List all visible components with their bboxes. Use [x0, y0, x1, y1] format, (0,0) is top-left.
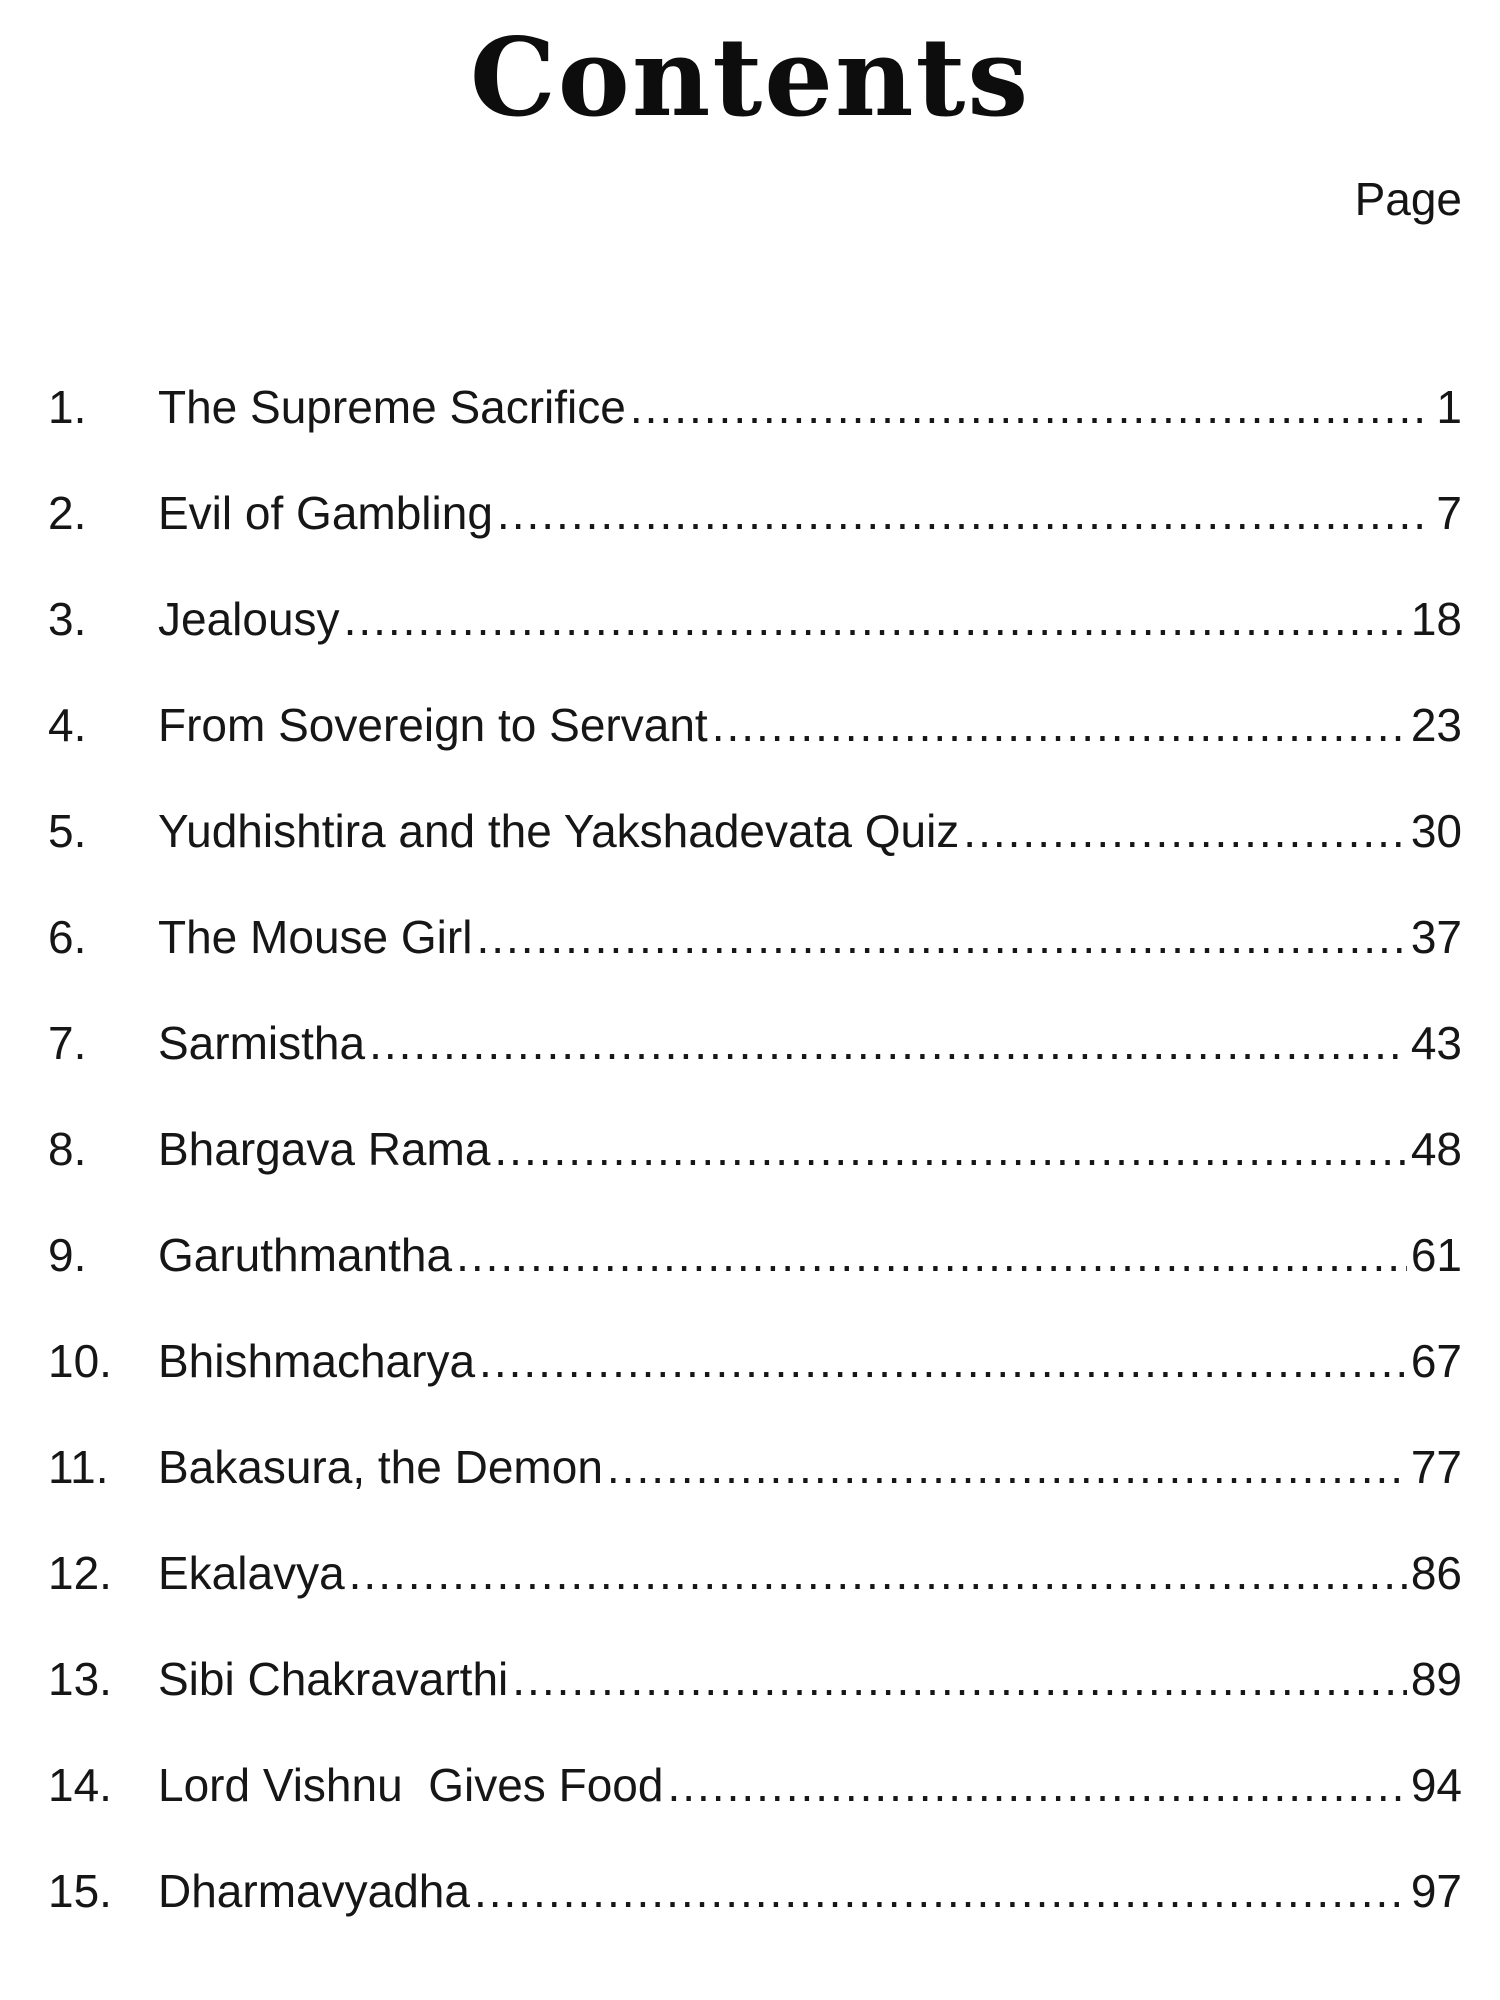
entry-page: 86: [1410, 1547, 1462, 1599]
entry-page: 67: [1410, 1335, 1462, 1387]
entry-number: 7.: [48, 1017, 87, 1069]
dot-leader: [712, 698, 1407, 752]
table-of-contents: [48, 380, 1462, 1970]
entry-number: 12.: [48, 1547, 112, 1599]
entry-number: 14.: [48, 1759, 112, 1811]
entry-number: 8.: [48, 1123, 87, 1175]
entry-number: 15.: [48, 1865, 112, 1917]
dot-leader: [607, 1440, 1407, 1494]
entry-title: From Sovereign to Servant: [158, 699, 708, 751]
toc-entry[interactable]: [48, 804, 1462, 910]
toc-entry[interactable]: [48, 698, 1462, 804]
toc-entry[interactable]: [48, 1122, 1462, 1228]
entry-title: Evil of Gambling: [158, 487, 493, 539]
entry-page: 18: [1410, 593, 1462, 645]
entry-page: 7: [1436, 487, 1462, 539]
toc-entry[interactable]: [48, 380, 1462, 486]
entry-page: 61: [1410, 1229, 1462, 1281]
dot-leader: [630, 380, 1433, 434]
toc-entry[interactable]: [48, 910, 1462, 1016]
entry-page: 37: [1410, 911, 1462, 963]
entry-title: Sarmistha: [158, 1017, 366, 1069]
entry-page: 77: [1410, 1441, 1462, 1493]
entry-title: The Supreme Sacrifice: [158, 381, 626, 433]
toc-entry[interactable]: [48, 1864, 1462, 1970]
entry-page: 30: [1410, 805, 1462, 857]
dot-leader: [456, 1228, 1407, 1282]
entry-title: Lord Vishnu Gives Food: [158, 1759, 664, 1811]
entry-title: Jealousy: [158, 593, 340, 645]
dot-leader: [369, 1016, 1407, 1070]
entry-page: 1: [1436, 381, 1462, 433]
entry-title: Dharmavyadha: [158, 1865, 470, 1917]
entry-title: Yudhishtira and the Yakshadevata Quiz: [158, 805, 960, 857]
entry-title: Sibi Chakravarthi: [158, 1653, 509, 1705]
dot-leader: [512, 1652, 1407, 1706]
entry-page: 89: [1410, 1653, 1462, 1705]
entry-page: 97: [1410, 1865, 1462, 1917]
dot-leader: [476, 910, 1406, 964]
toc-entry[interactable]: [48, 1546, 1462, 1652]
toc-entry[interactable]: [48, 1758, 1462, 1864]
page-column-header: Page: [1354, 173, 1462, 225]
entry-number: 6.: [48, 911, 87, 963]
entry-page: 48: [1410, 1123, 1462, 1175]
entry-number: 3.: [48, 593, 87, 645]
entry-number: 10.: [48, 1335, 112, 1387]
entry-title: Bakasura, the Demon: [158, 1441, 603, 1493]
toc-entry[interactable]: [48, 1016, 1462, 1122]
entry-number: 9.: [48, 1229, 87, 1281]
entry-number: 2.: [48, 487, 87, 539]
toc-entry[interactable]: [48, 1652, 1462, 1758]
entry-title: Ekalavya: [158, 1547, 345, 1599]
entry-number: 1.: [48, 381, 87, 433]
entry-page: 94: [1410, 1759, 1462, 1811]
toc-entry[interactable]: [48, 592, 1462, 698]
dot-leader: [963, 804, 1407, 858]
toc-entry[interactable]: [48, 1228, 1462, 1334]
toc-entry[interactable]: [48, 486, 1462, 592]
entry-page: 43: [1410, 1017, 1462, 1069]
dot-leader: [494, 1122, 1406, 1176]
entry-number: 11.: [48, 1441, 109, 1493]
entry-title: Bhargava Rama: [158, 1123, 491, 1175]
entry-number: 5.: [48, 805, 87, 857]
dot-leader: [479, 1334, 1407, 1388]
dot-leader: [667, 1758, 1406, 1812]
entry-number: 13.: [48, 1653, 112, 1705]
entry-page: 23: [1410, 699, 1462, 751]
entry-title: Garuthmantha: [158, 1229, 453, 1281]
dot-leader: [497, 486, 1432, 540]
entry-number: 4.: [48, 699, 87, 751]
dot-leader: [344, 592, 1407, 646]
entry-title: The Mouse Girl: [158, 911, 473, 963]
dot-leader: [349, 1546, 1407, 1600]
dot-leader: [474, 1864, 1407, 1918]
page-title: Contents: [469, 15, 1031, 141]
toc-entry[interactable]: [48, 1440, 1462, 1546]
toc-entry[interactable]: [48, 1334, 1462, 1440]
entry-title: Bhishmacharya: [158, 1335, 476, 1387]
